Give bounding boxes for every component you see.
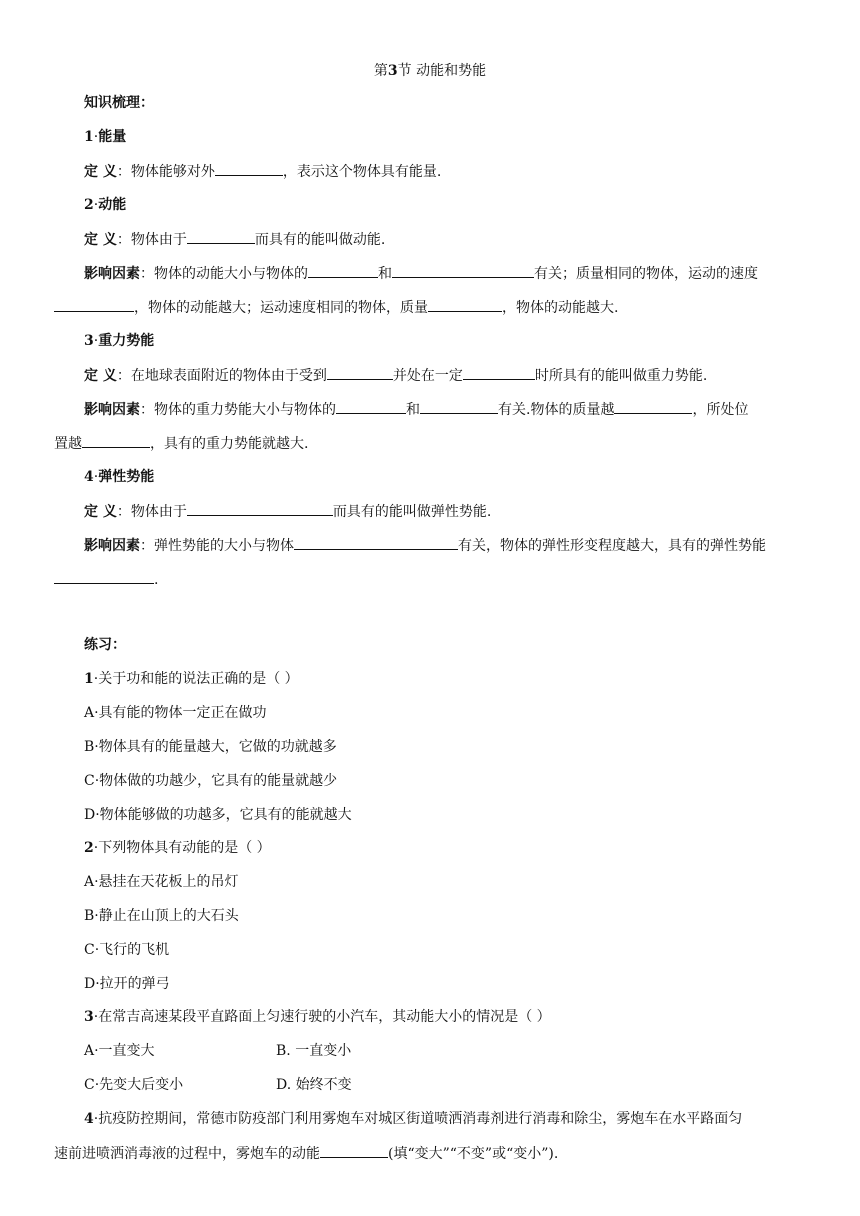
section-3-definition: 定 义：在地球表面附近的物体由于受到 并处在一定 时所具有的能叫做重力势能. bbox=[84, 365, 707, 386]
section-2-heading: 2·动能 bbox=[84, 197, 127, 213]
question-3-options-row-2 bbox=[84, 1075, 183, 1095]
question-2-option-c[interactable]: C·飞行的飞机 bbox=[84, 942, 170, 958]
section-4-factors-line-1: 影响因素：弹性势能的大小与物体 有关，物体的弹性形变程度越大，具有的弹性势能 bbox=[84, 535, 766, 556]
section-2-factors-line-1: 影响因素：物体的动能大小与物体的 和 有关；质量相同的物体，运动的速度 bbox=[84, 263, 758, 284]
blank-field[interactable] bbox=[392, 263, 534, 278]
blank-field[interactable] bbox=[614, 399, 692, 414]
blank-field[interactable] bbox=[54, 569, 154, 584]
question-3-option-d[interactable]: D. 始终不变 bbox=[276, 1077, 352, 1093]
question-2-option-a[interactable]: A·悬挂在天花板上的吊灯 bbox=[84, 874, 239, 890]
question-1-option-d[interactable]: D·物体能够做的功越多，它具有的能就越大 bbox=[84, 807, 352, 823]
blank-field[interactable] bbox=[463, 365, 535, 380]
blank-field[interactable] bbox=[320, 1143, 388, 1158]
blank-field[interactable] bbox=[294, 535, 458, 550]
question-3-option-c[interactable]: C·先变大后变小 bbox=[84, 1077, 184, 1093]
blank-field[interactable] bbox=[82, 433, 150, 448]
question-1-option-a[interactable]: A·具有能的物体一定正在做功 bbox=[84, 705, 267, 721]
section-4-factors-line-2: . bbox=[54, 569, 158, 590]
question-3-stem: 3·在常吉高速某段平直路面上匀速行驶的小汽车，其动能大小的情况是（ ） bbox=[84, 1009, 551, 1025]
question-2-stem: 2·下列物体具有动能的是（ ） bbox=[84, 840, 271, 856]
question-4-stem-line-2: 速前进喷洒消毒液的过程中，雾炮车的动能 (填“变大”“不变”或“变小”). bbox=[54, 1143, 558, 1164]
question-3-option-b[interactable]: B. 一直变小 bbox=[276, 1043, 352, 1059]
question-1-option-b[interactable]: B·物体具有的能量越大，它做的功就越多 bbox=[84, 739, 337, 755]
section-1-definition: 定 义：物体能够对外 ，表示这个物体具有能量. bbox=[84, 161, 441, 182]
question-3-option-a[interactable]: A·一直变大 bbox=[84, 1043, 155, 1059]
blank-field[interactable] bbox=[215, 161, 283, 176]
blank-field[interactable] bbox=[308, 263, 378, 278]
blank-field[interactable] bbox=[428, 297, 502, 312]
blank-field[interactable] bbox=[187, 501, 333, 516]
section-3-factors-line-2: 置越 ，具有的重力势能就越大. bbox=[54, 433, 308, 454]
blank-field[interactable] bbox=[187, 229, 255, 244]
section-2-definition: 定 义：物体由于 而具有的能叫做动能. bbox=[84, 229, 385, 250]
section-2-factors-line-2: ，物体的动能越大；运动速度相同的物体，质量 ，物体的动能越大. bbox=[54, 297, 618, 318]
question-1-stem: 1·关于功和能的说法正确的是（ ） bbox=[84, 671, 299, 687]
question-2-option-b[interactable]: B·静止在山顶上的大石头 bbox=[84, 908, 239, 924]
section-4-definition: 定 义：物体由于 而具有的能叫做弹性势能. bbox=[84, 501, 491, 522]
page-title: 第3节 动能和势能 bbox=[373, 63, 487, 79]
blank-field[interactable] bbox=[336, 399, 406, 414]
review-heading: 知识梳理： bbox=[84, 95, 154, 111]
question-2-option-d[interactable]: D·拉开的弹弓 bbox=[84, 976, 170, 992]
section-4-heading: 4·弹性势能 bbox=[84, 469, 155, 485]
blank-field[interactable] bbox=[327, 365, 393, 380]
section-1-heading: 1·能量 bbox=[84, 129, 127, 145]
question-4-stem-line-1: 4·抗疫防控期间，常德市防疫部门利用雾炮车对城区街道喷洒消毒剂进行消毒和除尘，雾炮车在水平路面匀 bbox=[84, 1111, 743, 1127]
section-3-heading: 3·重力势能 bbox=[84, 333, 155, 349]
practice-heading: 练习： bbox=[84, 637, 126, 653]
section-3-factors-line-1: 影响因素：物体的重力势能大小与物体的 和 有关.物体的质量越 ，所处位 bbox=[84, 399, 748, 420]
blank-field[interactable] bbox=[54, 297, 134, 312]
question-3-options-row-1 bbox=[84, 1041, 155, 1061]
blank-field[interactable] bbox=[420, 399, 498, 414]
question-1-option-c[interactable]: C·物体做的功越少，它具有的能量就越少 bbox=[84, 773, 338, 789]
